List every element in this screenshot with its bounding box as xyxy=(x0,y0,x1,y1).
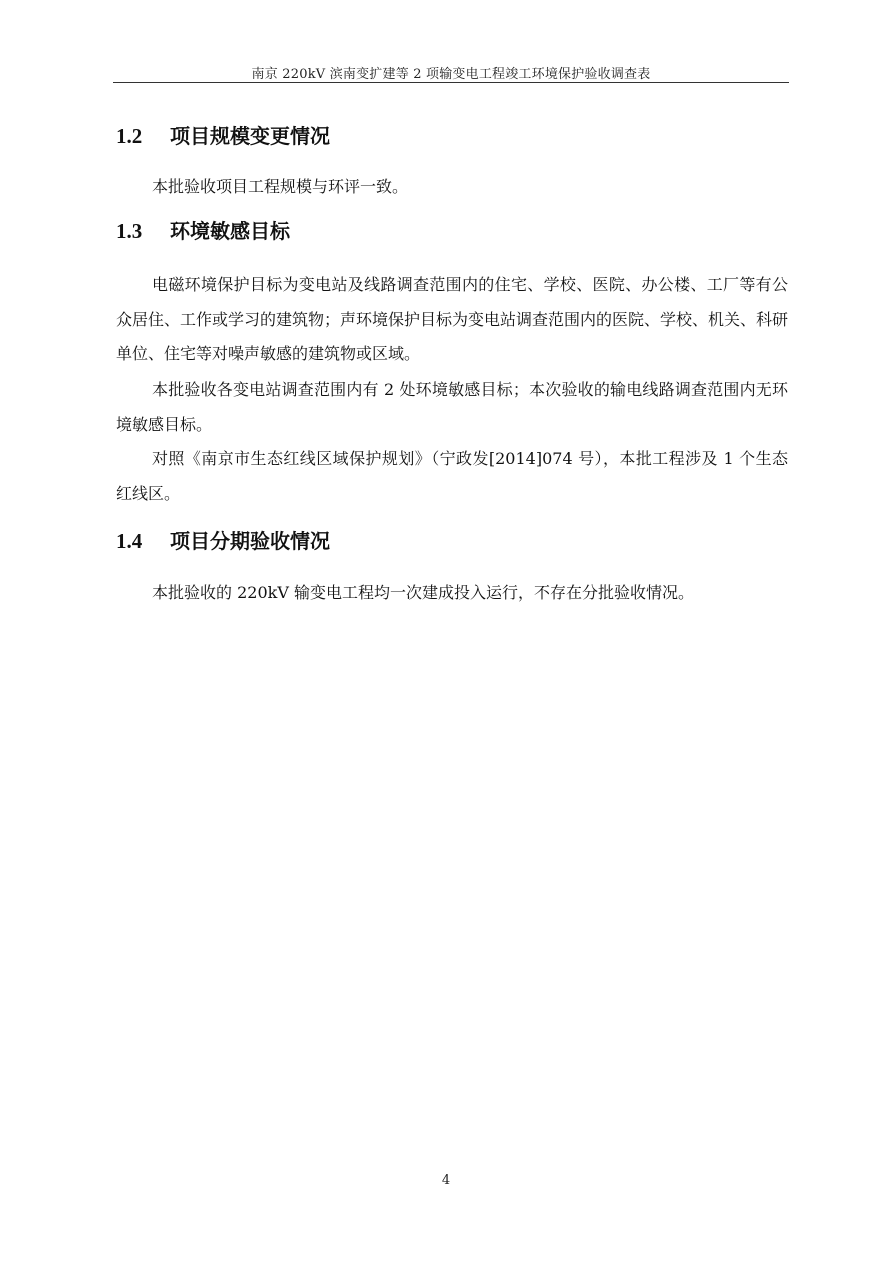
page-number: 4 xyxy=(441,1173,451,1188)
section-heading-1-4 xyxy=(116,525,330,554)
section-heading-1-3 xyxy=(116,215,290,244)
section-title: 环境敏感目标 xyxy=(170,219,290,243)
section-title: 项目规模变更情况 xyxy=(170,124,330,148)
paragraph: 本批验收各变电站调查范围内有 2 处环境敏感目标；本次验收的输电线路调查范围内无环境敏感目标。 xyxy=(116,380,788,434)
section-heading-1-2 xyxy=(116,120,330,149)
section-number: 1.3 xyxy=(116,219,143,243)
header-divider xyxy=(113,82,789,83)
section-number: 1.2 xyxy=(116,124,143,148)
section-number: 1.4 xyxy=(116,529,143,553)
section-title: 项目分期验收情况 xyxy=(170,529,330,553)
paragraph: 对照《南京市生态红线区域保护规划》（宁政发[2014]074 号），本批工程涉及 1 个生态红线区。 xyxy=(116,449,788,503)
paragraph: 本批验收项目工程规模与环评一致。 xyxy=(152,177,409,196)
paragraph: 电磁环境保护目标为变电站及线路调查范围内的住宅、学校、医院、办公楼、工厂等有公众居住、工作或学习的建筑物；声环境保护目标为变电站调查范围内的医院、学校、机关、科研单位、住宅等对噪声敏感的建筑物或区域。 xyxy=(116,275,789,363)
paragraph: 本批验收的 220kV 输变电工程均一次建成投入运行，不存在分批验收情况。 xyxy=(152,583,694,602)
running-header: 南京 220kV 滨南变扩建等 2 项输变电工程竣工环境保护验收调查表 xyxy=(251,67,651,82)
